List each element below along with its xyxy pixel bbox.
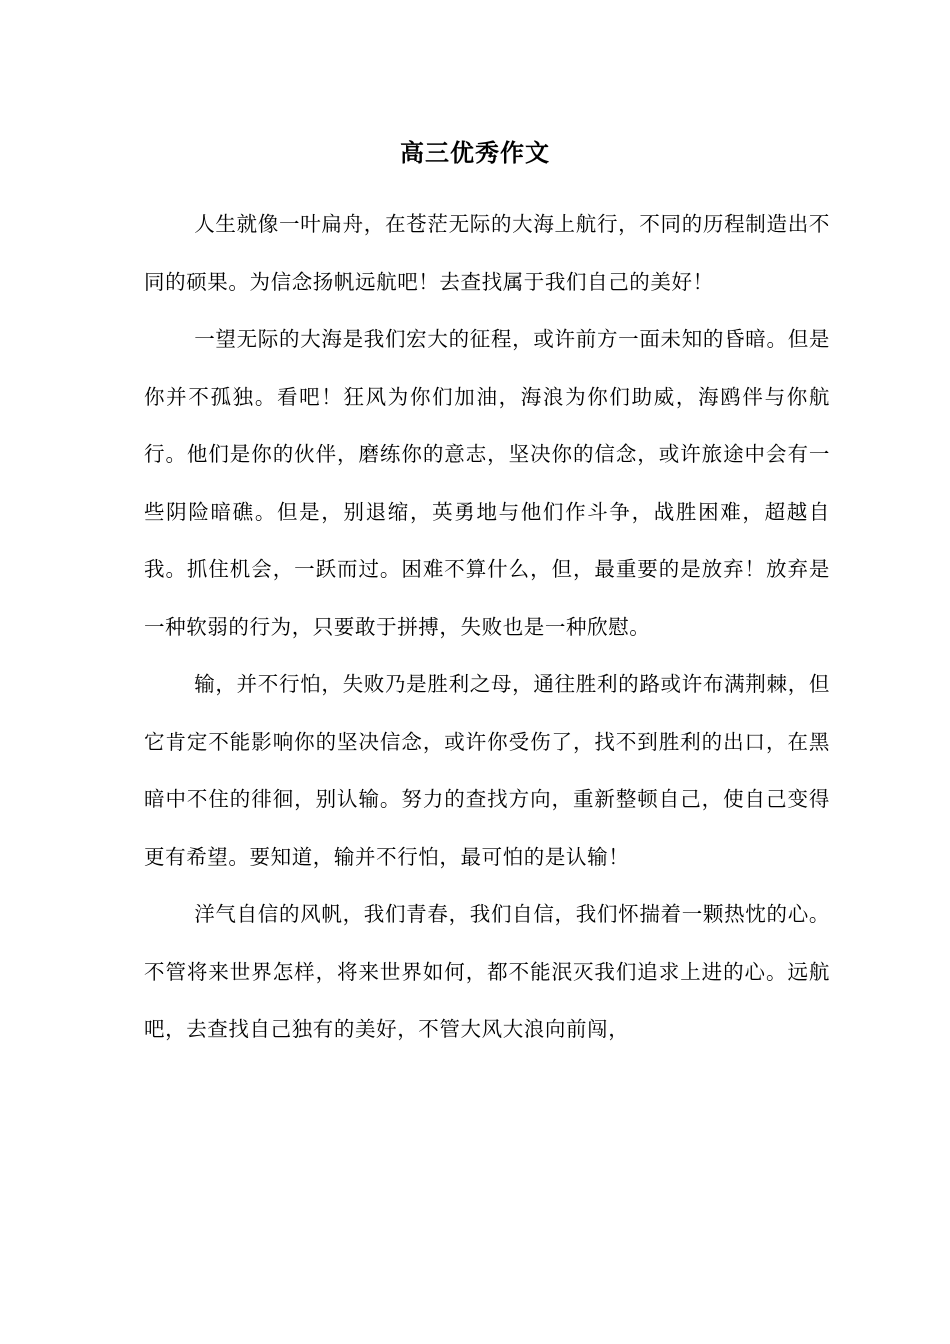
paragraph-4: 洋气自信的风帆，我们青春，我们自信，我们怀揣着一颗热忱的心。不管将来世界怎样，将来世界如何，都不能泯灭我们追求上进的心。远航吧，去查找自己独有的美好，不管大风大浪向前闯， — [144, 902, 830, 1041]
document-title: 高三优秀作文 — [400, 138, 550, 167]
paragraph-3: 输，并不行怕，失败乃是胜利之母，通往胜利的路或许布满荆棘，但它肯定不能影响你的坚决信念，或许你受伤了，找不到胜利的出口，在黑暗中不住的徘徊，别认输。努力的查找方向，重新整顿自己，使自己变得更有希望。要知道，输并不行怕，最可怕的是认输！ — [144, 672, 830, 869]
paragraph-1: 人生就像一叶扁舟，在苍茫无际的大海上航行，不同的历程制造出不同的硕果。为信念扬帆远航吧！去查找属于我们自己的美好！ — [144, 212, 830, 294]
paragraph-2: 一望无际的大海是我们宏大的征程，或许前方一面未知的昏暗。但是你并不孤独。看吧！狂风为你们加油，海浪为你们助威，海鸥伴与你航行。他们是你的伙伴，磨练你的意志，坚决你的信念，或许旅途中会有一些阴险暗礁。但是，别退缩，英勇地与他们作斗争，战胜困难，超越自我。抓住机会，一跃而过。困难不算什么，但，最重要的是放弃！放弃是一种软弱的行为，只要敢于拼搏，失败也是一种欣慰。 — [144, 327, 830, 639]
document-body — [144, 196, 830, 1059]
